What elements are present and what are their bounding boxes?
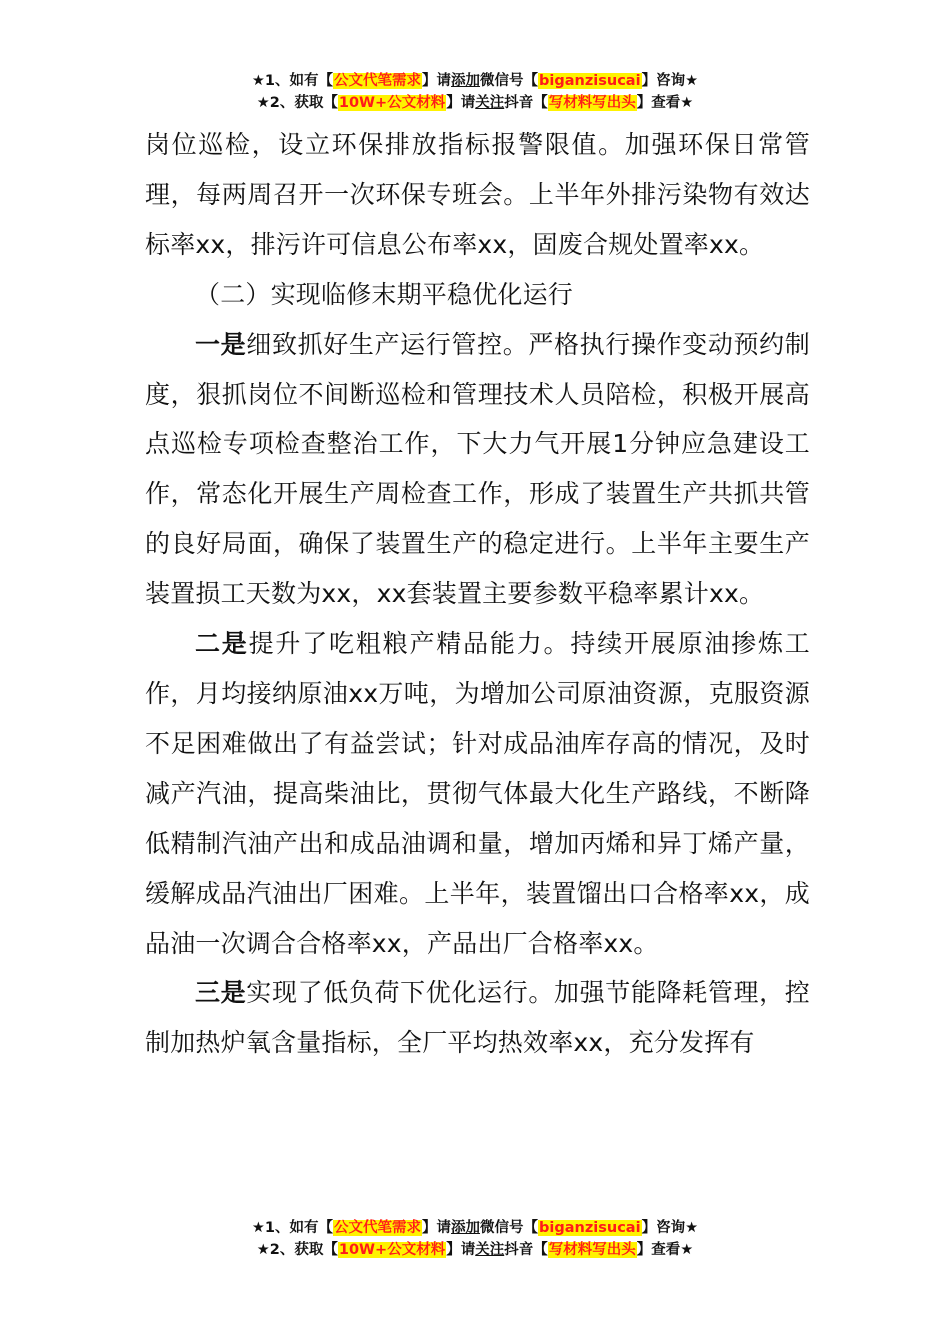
highlight-materials: 10W+公文材料 [338, 95, 446, 111]
banner-line-1: ★1、如有【公文代笔需求】请添加微信号【biganzisucai】咨询★ [251, 73, 699, 89]
paragraph-3-body: 实现了低负荷下优化运行。加强节能降耗管理，控制加热炉氧含量指标，全厂平均热效率xx，充分发挥有 [145, 978, 811, 1058]
document-body [145, 120, 810, 1068]
paragraph-2 [145, 619, 810, 968]
banner-line-2: ★2、获取【10W+公文材料】请关注抖音【写材料写出头】查看★ [256, 95, 694, 111]
highlight-douyin-id: 写材料写出头 [548, 95, 636, 111]
paragraph-1 [145, 320, 810, 619]
paragraph-2-body: 提升了吃粗粮产精品能力。持续开展原油掺炼工作，月均接纳原油xx万吨，为增加公司原油资源，克服资源不足困难做出了有益尝试；针对成品油库存高的情况，及时减产汽油，提高柴油比，贯彻气体最大化生产路线，不断降低精制汽油产出和成品油调和量，增加丙烯和异丁烯产量，缓解成品汽油出厂困难。上半年，装置馏出口合格率xx，成品油一次调合合格率xx，产品出厂合格率xx。 [145, 629, 811, 958]
paragraph-1-lead: 一是 [195, 329, 247, 359]
paragraph-2-lead: 二是 [195, 629, 249, 659]
paragraph-continued: 岗位巡检，设立环保排放指标报警限值。加强环保日常管理，每两周召开一次环保专班会。上半年外排污染物有效达标率xx，排污许可信息公布率xx，固废合规处置率xx。 [145, 130, 810, 259]
paragraph-1-body: 细致抓好生产运行管控。严格执行操作变动预约制度，狠抓岗位不间断巡检和管理技术人员陪检，积极开展高点巡检专项检查整治工作，下大力气开展1分钟应急建设工作，常态化开展生产周检查工作，形成了装置生产共抓共管的良好局面，确保了装置生产的稳定进行。上半年主要生产装置损工天数为xx，xx套装置主要参数平稳率累计xx。 [145, 329, 811, 609]
footer-line-1: ★1、如有【公文代笔需求】请添加微信号【biganzisucai】咨询★ [251, 1220, 699, 1236]
section-heading: （二）实现临修末期平稳优化运行 [195, 279, 574, 309]
header-banner [0, 70, 950, 114]
highlight-wechat-id: biganzisucai [539, 73, 641, 89]
highlight-service: 公文代笔需求 [334, 73, 422, 89]
paragraph-3 [145, 968, 810, 1068]
footer-banner [0, 1217, 950, 1261]
paragraph-3-lead: 三是 [195, 978, 247, 1008]
footer-line-2: ★2、获取【10W+公文材料】请关注抖音【写材料写出头】查看★ [256, 1242, 694, 1258]
